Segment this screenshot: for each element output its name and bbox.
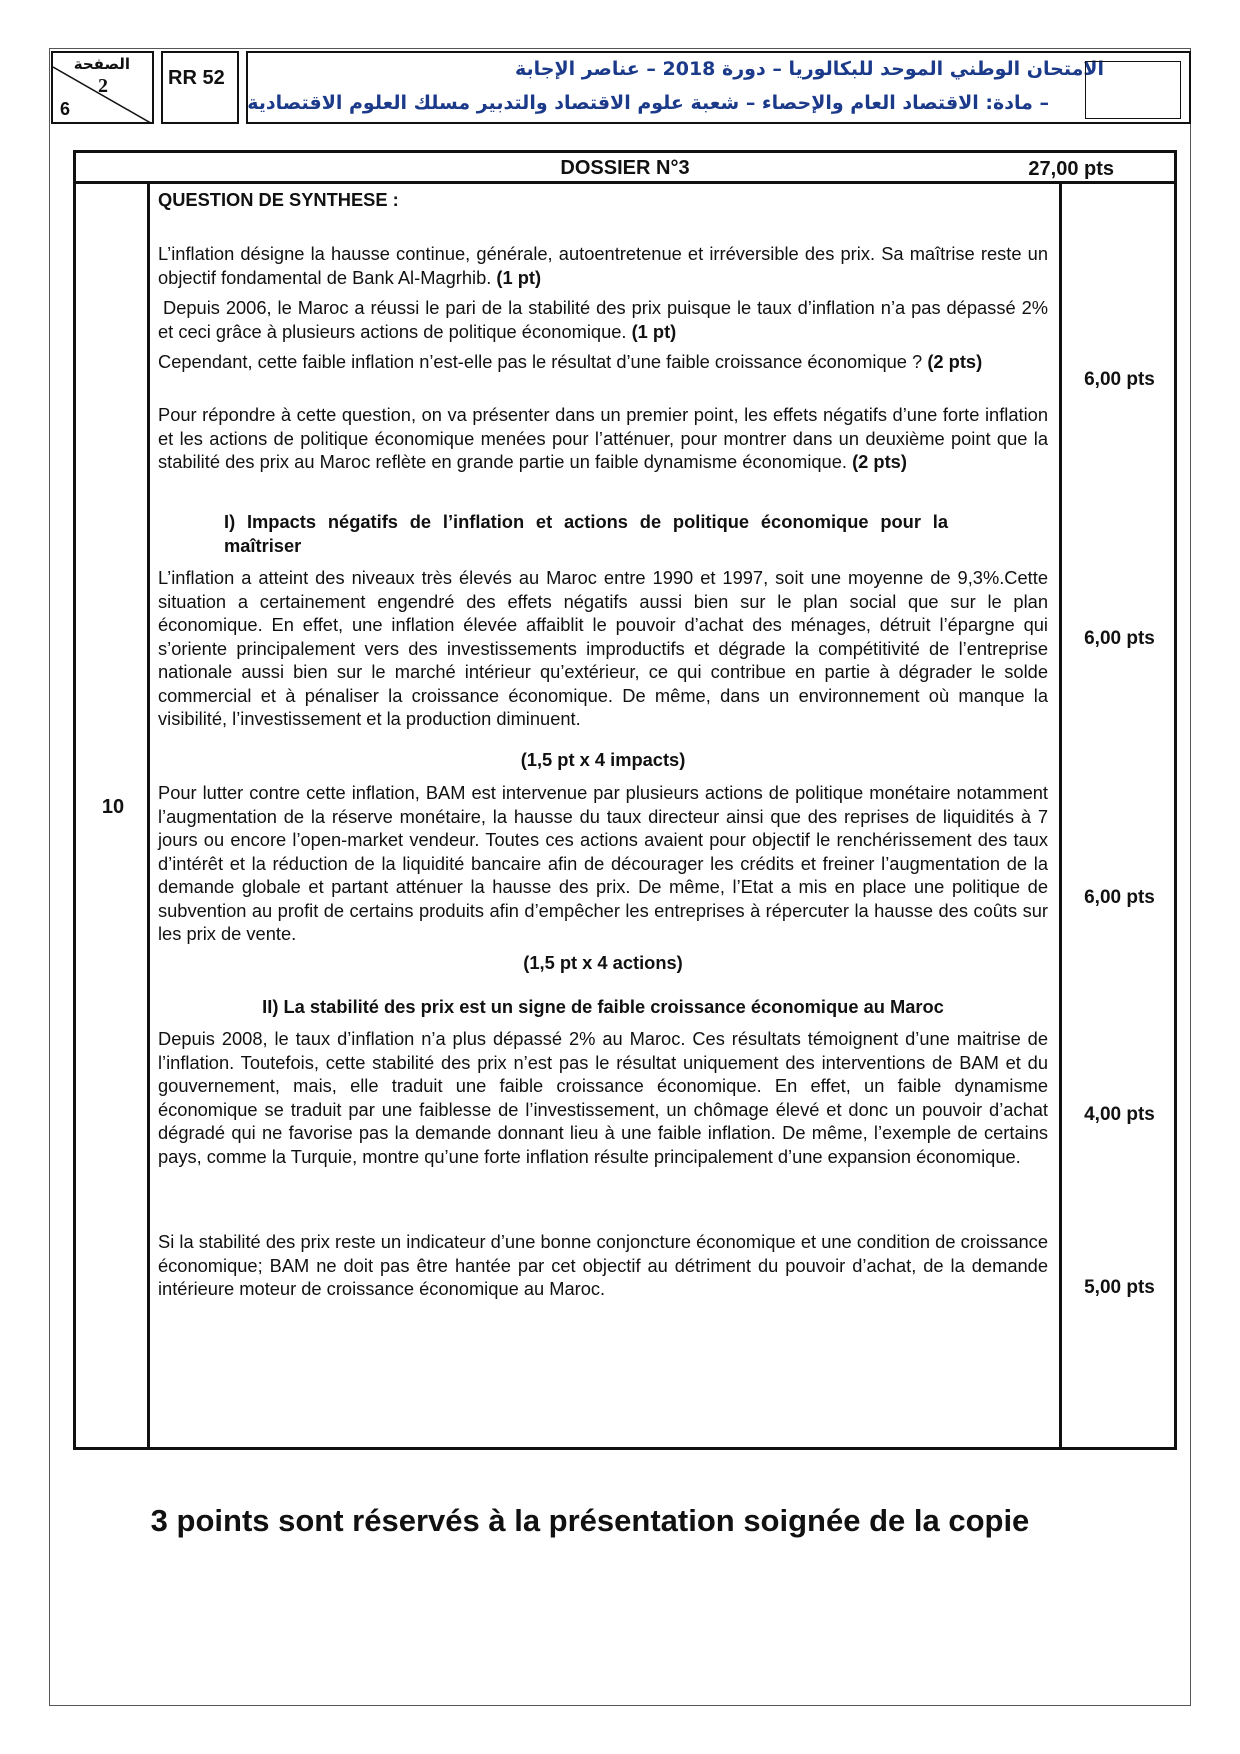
actions-scoring-note: (1,5 pt x 4 actions) [523, 952, 683, 973]
page-total: 6 [60, 99, 71, 119]
points-impacts: 6,00 pts [1084, 628, 1155, 649]
exam-title-box [246, 51, 1191, 124]
exam-title-line1: الامتحان الوطني الموحد للبكالوريا – دورة 2018 – عناصر الإجابة [514, 58, 1104, 80]
section2-title: II) La stabilité des prix est un signe de faible croissance économique au Maroc [262, 996, 944, 1017]
dossier-header-row [76, 153, 1174, 184]
paragraph-definition: L’inflation désigne la hausse continue, générale, autoentretenue et irréversible des prix. Sa maîtrise reste un objectif fondamental de Bank Al-Magrhib. (1 pt) [158, 243, 1048, 288]
paragraph-impacts: L’inflation a atteint des niveaux très élevés au Maroc entre 1990 et 1997, soit une moyenne de 9,3%.Cette situation a certainement engendré des effets négatifs aussi bien sur le plan social que sur le plan économique. En effet, une inflation élevée affaiblit le pouvoir d’achat des ménages, détruit l’épargne qui s’oriente principalement vers des investissements improductifs et dégrade la compétitivité de l’entreprise nationale aussi bien sur le marché intérieur qu’extérieur, ce qui contribue en partie à dégrader le solde commercial et à pénaliser la croissance économique. De même, dans un environnement où manque la visibilité, l’investissement et la production diminuent. [158, 567, 1048, 729]
paragraph-weak-growth: Depuis 2008, le taux d’inflation n’a plus dépassé 2% au Maroc. Ces résultats témoignent d’une maitrise de l’inflation. Toutefois, cette stabilité des prix n’est pas le résultat uniquement des interventions de BAM et du gouvernement, mais, elle traduit une faible croissance économique. En effet, un faible dynamisme économique se traduit par une faiblesse de l’investissement, un chômage élevé et donc un pouvoir d’achat dégradé qui ne favorise pas la demande donnant lieu à une faible inflation. De même, l’exemple de certains pays, comme la Turquie, montre qu’une forte inflation résulte principalement d’une expansion économique. [158, 1028, 1048, 1167]
points-conclusion: 5,00 pts [1084, 1277, 1155, 1298]
page-number-box [51, 51, 154, 124]
dossier-table [73, 150, 1177, 1450]
page-label: الصفحة [73, 55, 130, 73]
paragraph-context: Depuis 2006, le Maroc a réussi le pari de la stabilité des prix puisque le taux d’inflation n’a pas dépassé 2% et ceci grâce à plusieurs actions de politique économique. (1 pt) [158, 297, 1048, 342]
page-current: 2 [98, 75, 108, 97]
exam-code: RR 52 [161, 51, 239, 124]
blank-stamp-box [1085, 61, 1181, 119]
question-number-column [76, 184, 150, 1450]
dossier-title: DOSSIER N°3 [560, 157, 690, 179]
question-number: 10 [101, 796, 125, 818]
section1-title: I) Impacts négatifs de l’inflation et actions de politique économique pour la maîtriser [224, 511, 948, 556]
presentation-note: 3 points sont réservés à la présentation soignée de la copie [150, 1503, 1030, 1538]
dossier-points: 27,00 pts [1028, 158, 1114, 180]
exam-title-line2: – مادة: الاقتصاد العام والإحصاء – شعبة علوم الاقتصاد والتدبير مسلك العلوم الاقتصادية [247, 92, 1049, 114]
synthesis-heading: QUESTION DE SYNTHESE : [158, 189, 399, 210]
points-section2: 4,00 pts [1084, 1104, 1155, 1125]
points-intro: 6,00 pts [1084, 369, 1155, 390]
paragraph-conclusion: Si la stabilité des prix reste un indicateur d’une bonne conjoncture économique et une condition de croissance économique; BAM ne doit pas être hantée par cet objectif au détriment du pouvoir d’achat, de la demande intérieure moteur de croissance économique au Maroc. [158, 1231, 1048, 1299]
points-actions: 6,00 pts [1084, 887, 1155, 908]
paragraph-problem: Cependant, cette faible inflation n’est-elle pas le résultat d’une faible croissance économique ? (2 pts) [158, 351, 983, 372]
paragraph-plan: Pour répondre à cette question, on va présenter dans un premier point, les effets négatifs d’une forte inflation et les actions de politique économique menées pour l’atténuer, pour montrer dans un deuxième point que la stabilité des prix au Maroc reflète en grande partie un faible dynamisme économique. (2 pts) [158, 404, 1048, 472]
impacts-scoring-note: (1,5 pt x 4 impacts) [520, 749, 686, 770]
paragraph-actions: Pour lutter contre cette inflation, BAM est intervenue par plusieurs actions de politique monétaire notamment l’augmentation de la réserve monétaire, la hausse du taux directeur ainsi que des reprises de liquidités à 7 jours ou encore l’open-market vendeur. Toutes ces actions avaient pour objectif le renchérissement des taux d’intérêt et la réduction de la liquidité bancaire afin de décourager les crédits et freiner l’augmentation de la demande globale et partant atténuer la hausse des prix. De même, l’Etat a mis en place une politique de subvention au profit de certains produits afin d’empêcher les entreprises à répercuter la hausse des coûts sur les prix de vente. [158, 782, 1048, 944]
points-column [1059, 184, 1174, 1450]
